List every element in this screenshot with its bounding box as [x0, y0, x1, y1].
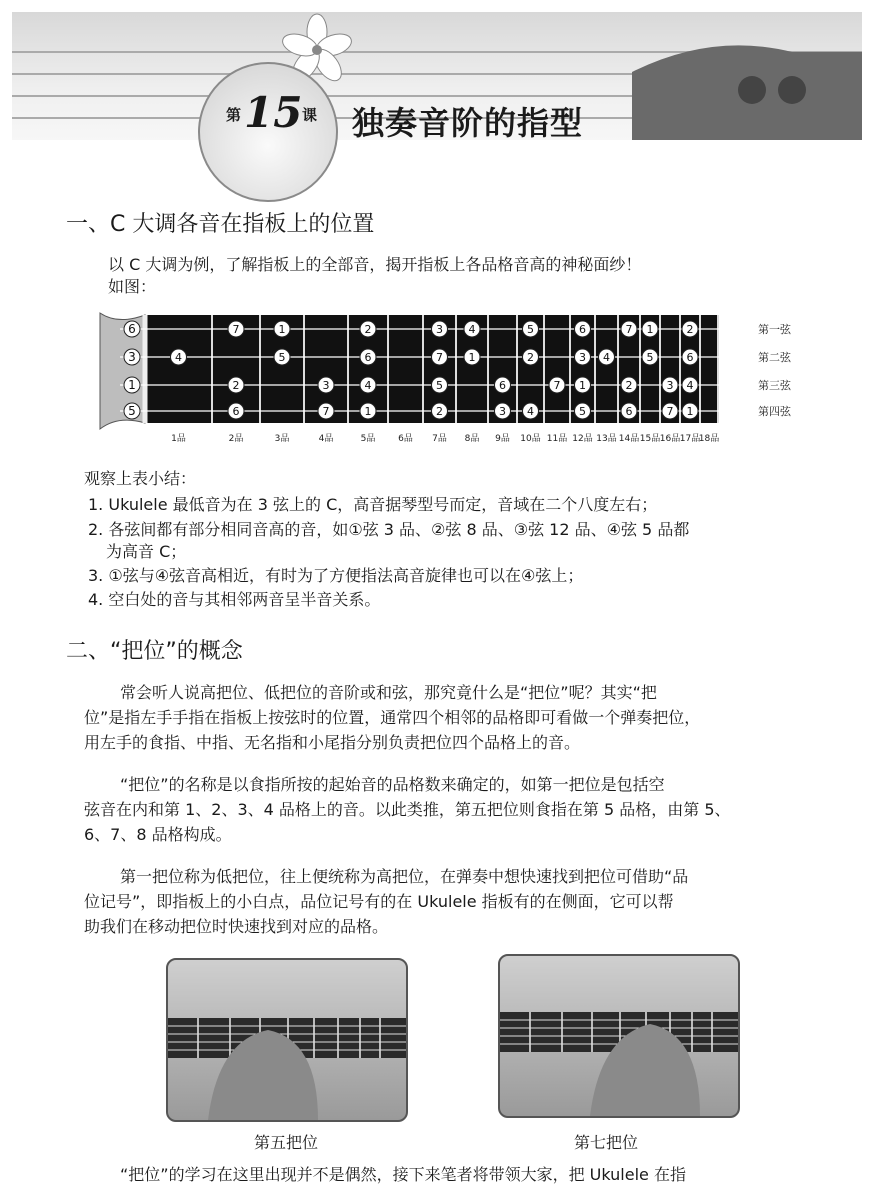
fret-label: 10品 [520, 434, 541, 444]
note-label: 5 [579, 405, 586, 418]
note-label: 6 [579, 323, 586, 336]
fret-label: 8品 [464, 434, 480, 444]
note-label: 2 [527, 351, 534, 364]
string-label: 第一弦 [758, 323, 791, 336]
note-label: 1 [468, 351, 476, 364]
fret-label: 18品 [698, 434, 720, 444]
para4-line1: “把位”的学习在这里出现并不是偶然，接下来笔者将带领大家，把 Ukulele 在指 [120, 1165, 686, 1184]
intro-line-2: 如图： [108, 277, 157, 296]
note-label: 6 [499, 379, 506, 392]
fret-label: 12品 [572, 434, 593, 444]
fret-label: 14品 [618, 434, 640, 444]
fret-label: 17品 [679, 434, 701, 444]
open-note-label: 6 [128, 322, 136, 336]
note-label: 5 [436, 379, 443, 392]
fret-label: 15品 [639, 434, 661, 444]
note-label: 4 [364, 379, 372, 392]
photo-fifth-position [166, 958, 408, 1122]
note-label: 4 [468, 323, 476, 336]
fret-label: 9品 [495, 434, 510, 444]
summary-item-3: 3. ①弦与④弦音高相近，有时为了方便指法高音旋律也可以在④弦上； [88, 566, 584, 585]
note-label: 2 [686, 323, 694, 336]
string-label: 第四弦 [758, 405, 791, 418]
open-note-label: 1 [128, 378, 136, 392]
note-label: 5 [527, 323, 534, 336]
note-label: 5 [278, 351, 286, 364]
note-label: 3 [499, 405, 506, 418]
note-label: 1 [579, 379, 586, 392]
para1-line3: 用左手的食指、中指、无名指和小尾指分别负责把位四个品格上的音。 [84, 733, 581, 752]
note-label: 4 [686, 379, 694, 392]
note-label: 4 [603, 351, 610, 364]
fretboard-hand-image [500, 956, 738, 1116]
summary-item-4: 4. 空白处的音与其相邻两音呈半音关系。 [88, 590, 381, 609]
note-label: 2 [436, 405, 443, 418]
open-note-label: 3 [128, 350, 136, 364]
note-label: 2 [232, 379, 240, 392]
note-label: 4 [175, 351, 182, 364]
lesson-number: 15 [244, 88, 303, 137]
section2-heading: 二、“把位”的概念 [66, 639, 243, 664]
note-label: 7 [322, 405, 330, 418]
note-label: 3 [579, 351, 586, 364]
note-label: 2 [364, 323, 372, 336]
fret-label: 3品 [274, 434, 290, 444]
section1-heading: 一、C 大调各音在指板上的位置 [66, 212, 375, 237]
note-label: 7 [232, 323, 240, 336]
note-label: 1 [278, 323, 286, 336]
fret-label: 7品 [432, 434, 447, 444]
note-label: 3 [436, 323, 443, 336]
note-label: 7 [553, 379, 561, 392]
caption-seventh-position: 第七把位 [574, 1133, 639, 1152]
fret-label: 4品 [318, 434, 334, 444]
para1-line1: 常会听人说高把位、低把位的音阶或和弦，那究竟什么是“把位”呢？其实“把 [120, 683, 657, 702]
fret-label: 6品 [398, 434, 413, 444]
para3-line1: 第一把位称为低把位，往上便统称为高把位，在弹奏中想快速找到把位可借助“品 [120, 867, 689, 886]
caption-fifth-position: 第五把位 [254, 1133, 319, 1152]
fret-label: 1品 [171, 434, 186, 444]
note-label: 7 [436, 351, 443, 364]
string-label: 第二弦 [758, 351, 791, 364]
note-label: 1 [646, 323, 654, 336]
fret-label: 5品 [360, 434, 376, 444]
lesson-prefix: 第 [226, 106, 242, 124]
para2-line3: 6、7、8 品格构成。 [84, 825, 232, 844]
photo-seventh-position [498, 954, 740, 1118]
fretboard-hand-image [168, 960, 406, 1120]
lesson-suffix: 课 [302, 106, 318, 124]
fretboard-diagram [0, 305, 875, 455]
para2-line1: “把位”的名称是以食指所按的起始音的品格数来确定的，如第一把位是包括空 [120, 775, 665, 794]
note-label: 6 [686, 351, 694, 364]
fret-label: 11品 [546, 434, 568, 444]
summary-item-2: 2. 各弦间都有部分相同音高的音，如①弦 3 品、②弦 8 品、③弦 12 品、④弦 5 品都 [88, 520, 690, 539]
para1-line2: 位”是指左手手指在指板上按弦时的位置，通常四个相邻的品格即可看做一个弹奏把位， [84, 708, 701, 727]
note-label: 6 [232, 405, 240, 418]
note-label: 3 [666, 379, 674, 392]
para2-line2: 弦音在内和第 1、2、3、4 品格上的音。以此类推，第五把位则食指在第 5 品格，由第 5、 [84, 800, 731, 819]
string-label: 第三弦 [758, 379, 791, 392]
summary-item-2-cont: 为高音 C； [106, 542, 187, 561]
note-label: 1 [686, 405, 694, 418]
note-label: 7 [625, 323, 633, 336]
note-label: 6 [625, 405, 633, 418]
note-label: 6 [364, 351, 372, 364]
intro-line-1: 以 C 大调为例，了解指板上的全部音，揭开指板上各品格音高的神秘面纱！ [108, 255, 642, 274]
para3-line3: 助我们在移动把位时快速找到对应的品格。 [84, 917, 389, 936]
note-label: 2 [625, 379, 633, 392]
note-label: 4 [527, 405, 534, 418]
fret-label: 16品 [659, 434, 681, 444]
note-label: 1 [364, 405, 372, 418]
fret-label: 2品 [228, 434, 244, 444]
note-label: 5 [646, 351, 654, 364]
fret-label: 13品 [596, 434, 617, 444]
note-label: 7 [666, 405, 674, 418]
para3-line2: 位记号”，即指板上的小白点，品位记号有的在 Ukulele 指板有的在侧面，它可以帮 [84, 892, 674, 911]
open-note-label: 5 [128, 404, 136, 418]
summary-title: 观察上表小结： [84, 469, 197, 488]
lesson-title: 独奏音阶的指型 [352, 104, 584, 142]
note-label: 3 [322, 379, 330, 392]
summary-item-1: 1. Ukulele 最低音为在 3 弦上的 C，高音据琴型号而定，音域在二个八度左右； [88, 495, 658, 514]
